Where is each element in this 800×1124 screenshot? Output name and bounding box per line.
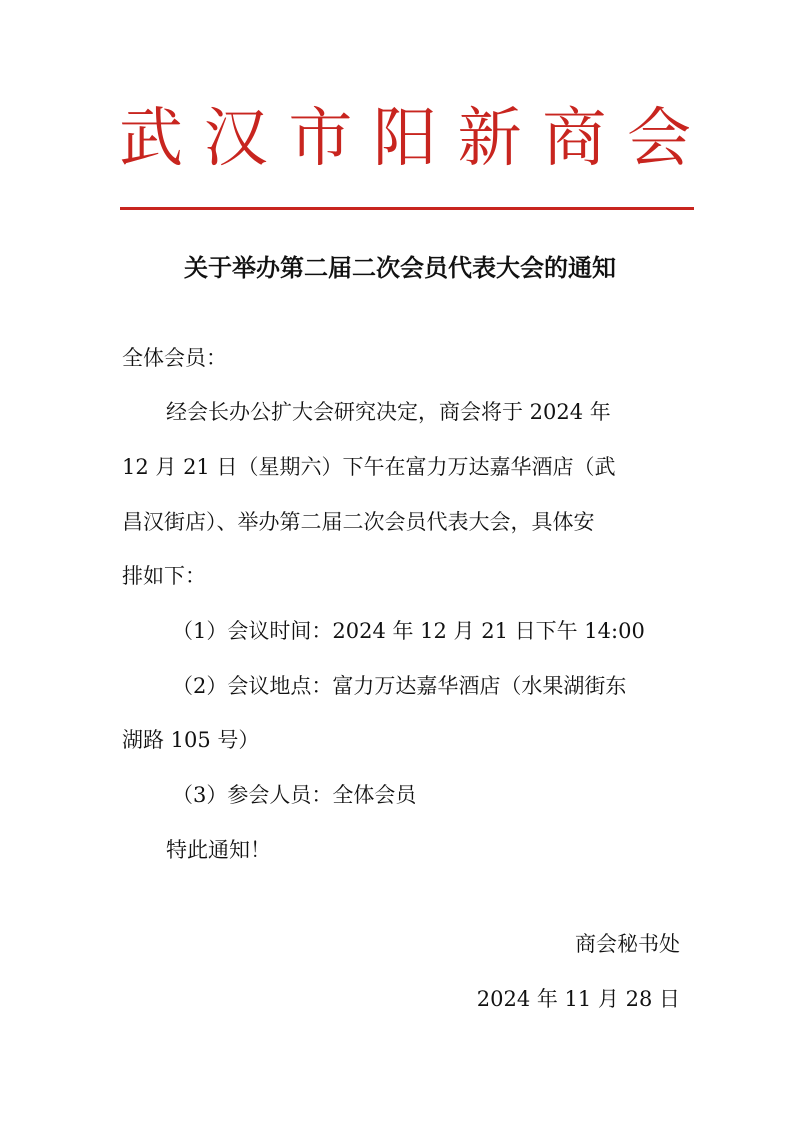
agenda-item-attendees: （3）参会人员：全体会员 <box>172 783 417 807</box>
body-line: 排如下： <box>122 564 206 588</box>
signer: 商会秘书处 <box>575 932 680 956</box>
body-line: 昌汉街店）、举办第二届二次会员代表大会，具体安 <box>122 510 595 534</box>
closing-statement: 特此通知！ <box>166 838 271 862</box>
body-line: 经会长办公扩大会研究决定，商会将于 2024 年 <box>166 400 611 424</box>
org-name-char: 汉 <box>203 102 268 176</box>
org-name-char: 商 <box>542 102 607 176</box>
org-name-char: 会 <box>626 102 691 176</box>
agenda-item-location-continued: 湖路 105 号） <box>122 728 260 752</box>
body-line: 12 月 21 日（星期六）下午在富力万达嘉华酒店（武 <box>122 455 616 479</box>
notice-title: 关于举办第二届二次会员代表大会的通知 <box>184 254 616 282</box>
organization-name-header <box>118 96 692 182</box>
agenda-item-location: （2）会议地点：富力万达嘉华酒店（水果湖街东 <box>172 674 627 698</box>
salutation: 全体会员： <box>122 346 227 370</box>
org-name-char: 市 <box>288 102 353 176</box>
header-divider-line <box>120 207 694 210</box>
agenda-item-time: （1）会议时间：2024 年 12 月 21 日下午 14:00 <box>172 619 645 643</box>
org-name-char: 新 <box>457 102 522 176</box>
issue-date: 2024 年 11 月 28 日 <box>476 987 680 1011</box>
org-name-char: 阳 <box>372 102 437 176</box>
org-name-char: 武 <box>119 102 183 176</box>
